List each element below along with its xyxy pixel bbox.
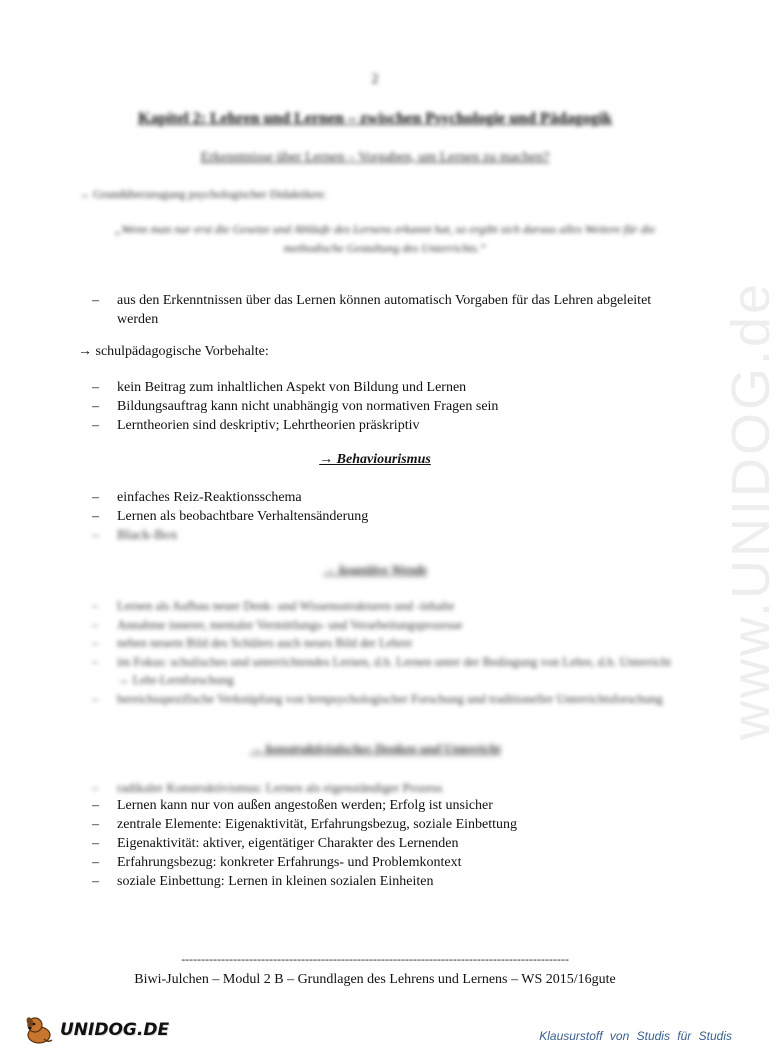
list-item: – Bildungsauftrag kann nicht unabhängig von normativen Fragen sein (92, 397, 672, 416)
watermark (660, 280, 781, 740)
cognitive-list (92, 597, 672, 708)
list-item: – zentrale Elemente: Eigenaktivität, Erfahrungsbezug, soziale Einbettung (92, 815, 672, 834)
list-item: – bereichsspezifische Verknüpfung von lernpsychologischer Forschung und traditioneller Unterrichtsforschung (92, 690, 672, 709)
list-item: – kein Beitrag zum inhaltlichen Aspekt von Bildung und Lernen (92, 378, 672, 397)
footer-text: Biwi-Julchen – Modul 2 B – Grundlagen des Lehrens und Lernens – WS 2015/16gute (134, 972, 616, 987)
reservations-heading: → schulpädagogische Vorbehalte: (78, 344, 269, 359)
list-item: – neben neuem Bild des Schülers auch neues Bild der Lehrer (92, 634, 672, 653)
list-item: – im Fokus: schulisches und unterrichtendes Lernen, d.h. Lernen unter der Bedingung von Lehre, d.h. Unterricht → Lehr-Lernforschung (92, 653, 672, 690)
list-item: – einfaches Reiz-Reaktionsschema (92, 488, 672, 507)
behaviourism-title: → Behaviourismus (319, 452, 431, 467)
dog-icon (22, 1013, 56, 1047)
list-item: – Annahme innerer, mentaler Vermittlungs- und Verarbeitungsprozesse (92, 616, 672, 635)
list-item: – Eigenaktivität: aktiver, eigentätiger Charakter des Lernenden (92, 834, 672, 853)
list-item: – Lerntheorien sind deskriptiv; Lehrtheorien präskriptiv (92, 416, 672, 435)
list-item: – radikaler Konstruktivismus: Lernen als eigenständiger Prozess (92, 778, 672, 797)
quote: „Wenn man nur erst die Gesetze und Abläufe des Lernens erkannt hat, so ergibt sich daraus alles Weitere für die methodische Gestaltung des Unterrichts.“ (114, 222, 656, 255)
tagline: Klausurstoff von Studis für Studis (539, 1029, 732, 1043)
page-number: 2 (371, 72, 379, 87)
watermark-text: www.UNIDOG.de (721, 280, 781, 740)
behaviourism-list (92, 488, 672, 545)
constructivist-list-blurred (92, 778, 672, 797)
constructivist-list (92, 796, 672, 891)
intro-list (92, 291, 672, 329)
constructivist-title: → konstruktivistisches Denken und Unterricht (249, 741, 501, 756)
subtitle: Erkenntnisse über Lernen – Vorgaben, um Lernen zu machen? (200, 150, 550, 165)
chapter-title: Kapitel 2: Lehren und Lernen – zwischen Psychologie und Pädagogik (138, 110, 612, 127)
list-item: – Black-Box (92, 526, 672, 545)
list-item: – Lernen als Aufbau neuer Denk- und Wissensstrukturen und -inhalte (92, 597, 672, 616)
list-item: – aus den Erkenntnissen über das Lernen können automatisch Vorgaben für das Lehren abgeleitet werden (92, 291, 672, 329)
list-item: – Lernen als beobachtbare Verhaltensänderung (92, 507, 672, 526)
list-item: – Erfahrungsbezug: konkreter Erfahrungs- und Problemkontext (92, 853, 672, 872)
reservations-list (92, 378, 672, 435)
list-item: – Lernen kann nur von außen angestoßen werden; Erfolg ist unsicher (92, 796, 672, 815)
cognitive-title: → kognitive Wende (322, 562, 428, 577)
unidog-logo[interactable] (22, 1010, 169, 1050)
arrow-line: → Grundüberzeugung psychologischer Didaktiken: (78, 187, 327, 201)
list-item: – soziale Einbettung: Lernen in kleinen sozialen Einheiten (92, 872, 672, 891)
footer-divider: ------------------------------------------------------------------------------------------------- (181, 952, 569, 966)
logo-text: UNIDOG.DE (60, 1020, 170, 1040)
